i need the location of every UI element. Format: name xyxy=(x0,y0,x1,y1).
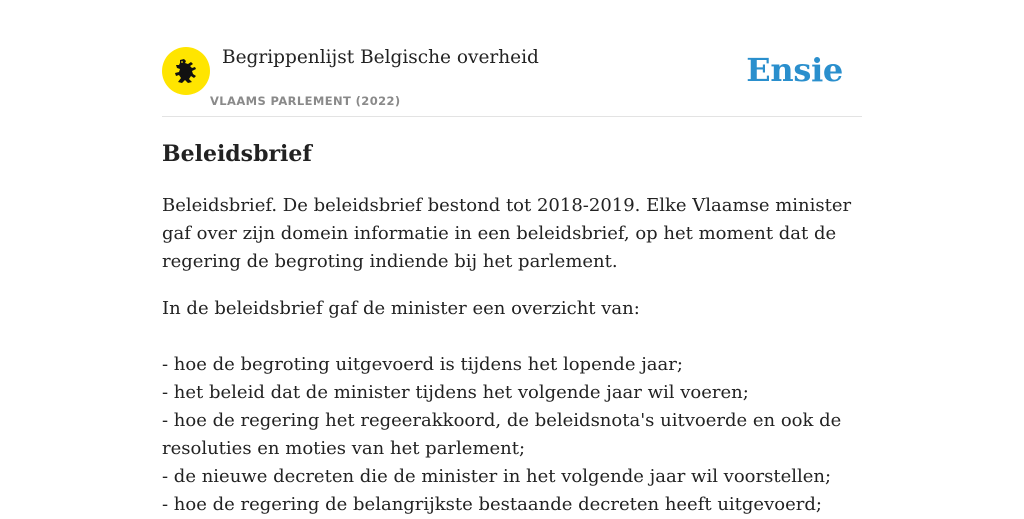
list-item: - hoe de begroting uitgevoerd is tijdens het lopende jaar; xyxy=(162,354,683,375)
list-item: - de nieuwe decreten die de minister in het volgende jaar wil voorstellen; xyxy=(162,466,832,487)
ensie-logo[interactable]: Ensie xyxy=(746,51,843,89)
site-title[interactable]: Begrippenlijst Belgische overheid xyxy=(222,47,539,68)
list-item: resoluties en moties van het parlement; xyxy=(162,438,526,459)
definition-list xyxy=(162,351,862,519)
header xyxy=(162,44,862,117)
list-intro: In de beleidsbrief gaf de minister een overzicht van: xyxy=(162,298,640,319)
intro-paragraph: Beleidsbrief. De beleidsbrief bestond tot 2018-2019. Elke Vlaamse minister gaf over zijn domein informatie in een beleidsbrief, op het moment dat de regering de begroting indiende bij het parlement. xyxy=(162,195,852,272)
list-item: - hoe de regering het regeerakkoord, de beleidsnota's uitvoerde en ook de xyxy=(162,410,842,431)
source-label: VLAAMS PARLEMENT (2022) xyxy=(210,94,401,108)
list-item: - hoe de regering de belangrijkste bestaande decreten heeft uitgevoerd; xyxy=(162,494,822,515)
page-title: Beleidsbrief xyxy=(162,141,312,167)
list-item: - het beleid dat de minister tijdens het volgende jaar wil voeren; xyxy=(162,382,749,403)
article xyxy=(162,138,862,519)
flemish-lion-icon[interactable] xyxy=(162,47,210,95)
